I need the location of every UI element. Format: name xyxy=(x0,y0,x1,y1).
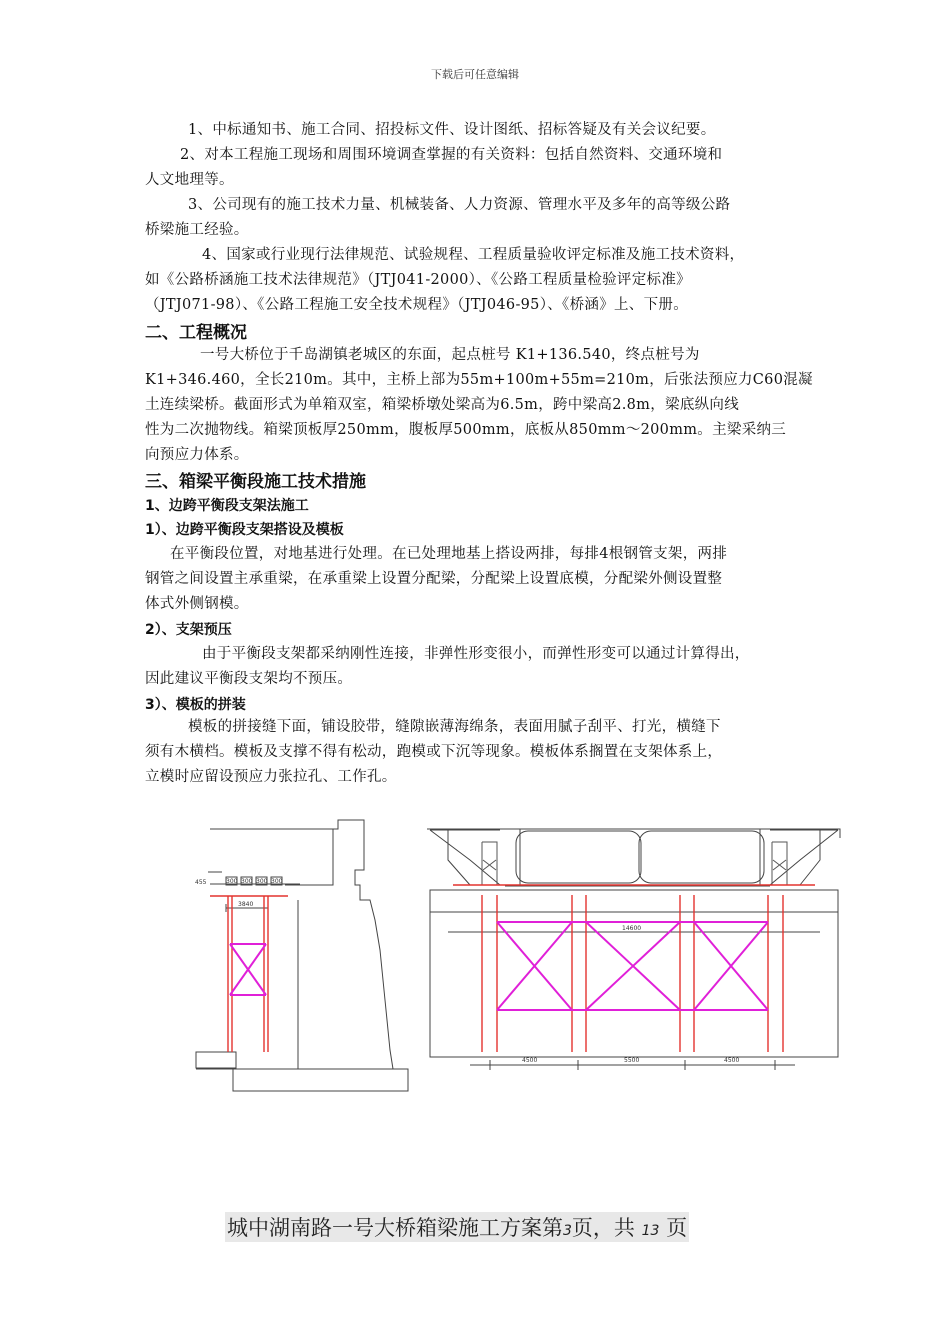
section2-line-4: 性为二次抛物线。箱梁顶板厚250mm，腹板厚500mm，底板从850mm～200mm。主梁采纳三 xyxy=(145,422,787,438)
item3-title: 3）、模板的拼装 xyxy=(145,697,246,713)
dim-left-300-b: 300 xyxy=(241,878,253,885)
page-footer xyxy=(225,1212,689,1242)
item3-line-2: 须有木横档。模板及支撑不得有松动，跑模或下沉等现象。模板体系搁置在支架体系上， xyxy=(145,744,723,760)
basis-line-3: 人文地理等。 xyxy=(145,172,234,188)
footer-prefix: 城中湖南路一号大桥箱梁施工方案第 xyxy=(227,1216,563,1240)
dim-left-3840: 3840 xyxy=(238,901,254,908)
item2-title: 2）、支架预压 xyxy=(145,622,232,638)
footer-page-number: 3 xyxy=(563,1223,572,1239)
footer-suffix: 页 xyxy=(666,1216,688,1240)
item3-line-3: 立模时应留设预应力张拉孔、工作孔。 xyxy=(145,769,397,785)
item1-line-2: 钢管之间设置主承重梁，在承重梁上设置分配梁，分配梁上设置底模，分配梁外侧设置整 xyxy=(145,571,723,587)
section2-line-5: 向预应力体系。 xyxy=(145,447,249,463)
dim-right-4500-a: 4500 xyxy=(522,1057,538,1064)
item2-line-1: 由于平衡段支架都采纳刚性连接，非弹性形变很小，而弹性形变可以通过计算得出， xyxy=(202,646,750,662)
basis-line-6: 4、国家或行业现行法律规范、试验规程、工程质量验收评定标准及施工技术资料， xyxy=(202,247,745,263)
section3-title: 三、箱梁平衡段施工技术措施 xyxy=(145,472,366,492)
basis-line-7: 如《公路桥涵施工技术法律规范》（JTJ041-2000）、《公路工程质量检验评定标准》 xyxy=(145,272,691,288)
dim-left-300-d: 300 xyxy=(271,878,283,885)
dim-left-300-c: 300 xyxy=(256,878,268,885)
basis-line-5: 桥梁施工经验。 xyxy=(145,222,249,238)
basis-line-4: 3、公司现有的施工技术力量、机械装备、人力资源、管理水平及多年的高等级公路 xyxy=(188,197,731,213)
section3-sub1: 1、边跨平衡段支架法施工 xyxy=(145,498,309,514)
dim-right-4500-b: 4500 xyxy=(724,1057,740,1064)
item1-title: 1）、边跨平衡段支架搭设及模板 xyxy=(145,522,344,538)
dim-right-14600: 14600 xyxy=(622,925,642,932)
basis-line-2: 2、对本工程施工现场和周围环境调查掌握的有关资料：包括自然资料、交通环境和 xyxy=(180,147,723,163)
item1-line-3: 体式外侧钢模。 xyxy=(145,596,249,612)
item2-line-2: 因此建议平衡段支架均不预压。 xyxy=(145,671,353,687)
section2-line-2: K1+346.460，全长210m。其中，主桥上部为55m+100m+55m=210m，后张法预应力C60混凝 xyxy=(145,372,813,388)
item1-line-1: 在平衡段位置，对地基进行处理。在已处理地基上搭设两排，每排4根钢管支架，两排 xyxy=(170,546,728,562)
item3-line-1: 模板的拼接缝下面，铺设胶带，缝隙嵌薄海绵条，表面用腻子刮平、打光，横缝下 xyxy=(188,719,721,735)
footer-total-pages: 13 xyxy=(641,1223,660,1239)
basis-line-1: 1、中标通知书、施工合同、招投标文件、设计图纸、招标答疑及有关会议纪要。 xyxy=(188,122,716,138)
dim-left-300-a: 300 xyxy=(226,878,238,885)
section2-line-1: 一号大桥位于千岛湖镇老城区的东面，起点桩号 K1+136.540，终点桩号为 xyxy=(200,347,700,363)
basis-line-8: （JTJ071-98）、《公路工程施工安全技术规程》（JTJ046-95）、《桥涵》上、下册。 xyxy=(145,297,688,313)
section2-line-3: 土连续梁桥。截面形式为单箱双室，箱梁桥墩处梁高为6.5m，跨中梁高2.8m，梁底纵向线 xyxy=(145,397,740,413)
dim-right-5500: 5500 xyxy=(624,1057,640,1064)
footer-mid: 页，共 xyxy=(571,1216,635,1240)
dim-left-455: 455 xyxy=(195,879,207,886)
header-note: 下载后可任意编辑 xyxy=(431,68,519,81)
section2-title: 二、工程概况 xyxy=(145,323,247,343)
